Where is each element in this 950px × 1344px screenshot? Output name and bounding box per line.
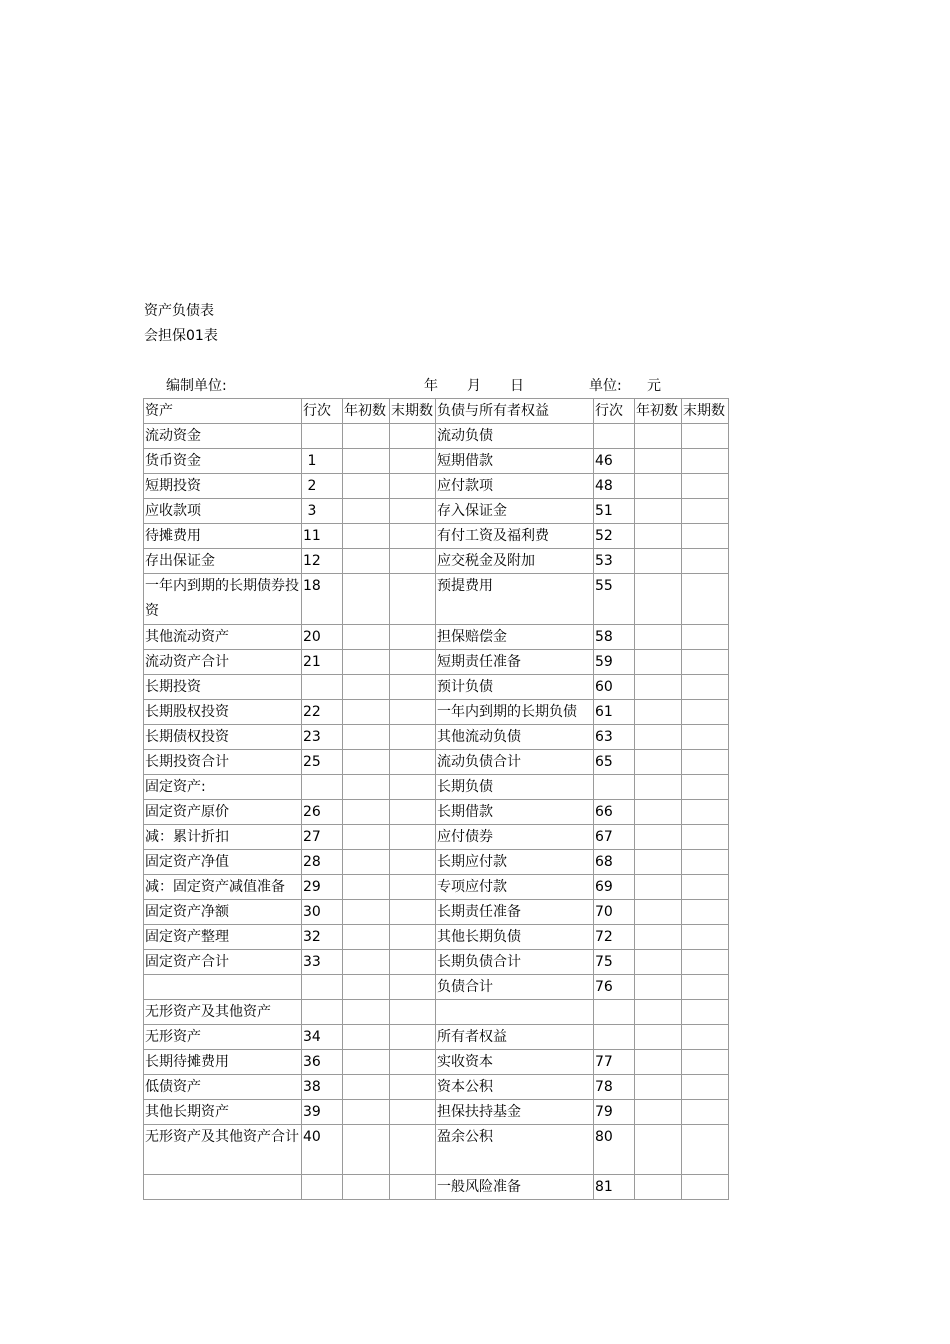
column-header-line-no: 行次 — [594, 399, 635, 424]
asset-item: 长期投资合计 — [144, 750, 302, 775]
asset-item: 长期投资 — [144, 675, 302, 700]
liability-item: 流动负债合计 — [436, 750, 594, 775]
liability-opening-value — [635, 1175, 682, 1200]
liability-item: 一般风险准备 — [436, 1175, 594, 1200]
asset-opening-value — [343, 925, 390, 950]
liability-closing-value — [682, 449, 729, 474]
table-row — [144, 1175, 729, 1200]
liability-item: 担保赔偿金 — [436, 625, 594, 650]
asset-item: 无形资产及其他资产合计 — [144, 1125, 302, 1175]
asset-line-no: 28 — [302, 850, 343, 875]
liability-closing-value — [682, 1050, 729, 1075]
liability-opening-value — [635, 875, 682, 900]
asset-closing-value — [390, 700, 436, 725]
liability-opening-value — [635, 925, 682, 950]
liability-line-no — [594, 424, 635, 449]
table-row — [144, 875, 729, 900]
liability-closing-value — [682, 775, 729, 800]
liability-closing-value — [682, 750, 729, 775]
liability-closing-value — [682, 625, 729, 650]
asset-opening-value — [343, 750, 390, 775]
liability-opening-value — [635, 650, 682, 675]
table-row — [144, 474, 729, 499]
asset-item: 固定资产: — [144, 775, 302, 800]
liability-opening-value — [635, 675, 682, 700]
asset-line-no: 12 — [302, 549, 343, 574]
asset-opening-value — [343, 625, 390, 650]
liability-item: 应付款项 — [436, 474, 594, 499]
liability-line-no: 61 — [594, 700, 635, 725]
liability-item: 长期借款 — [436, 800, 594, 825]
asset-item — [144, 975, 302, 1000]
asset-line-no — [302, 1000, 343, 1025]
liability-closing-value — [682, 675, 729, 700]
liability-item: 一年内到期的长期负债 — [436, 700, 594, 725]
asset-closing-value — [390, 1025, 436, 1050]
liability-item: 应付债券 — [436, 825, 594, 850]
asset-closing-value — [390, 1100, 436, 1125]
asset-opening-value — [343, 850, 390, 875]
liability-line-no: 58 — [594, 625, 635, 650]
table-row — [144, 775, 729, 800]
compiling-unit-label: 编制单位: — [166, 378, 227, 394]
liability-line-no: 70 — [594, 900, 635, 925]
liability-line-no: 65 — [594, 750, 635, 775]
asset-opening-value — [343, 1025, 390, 1050]
liability-opening-value — [635, 574, 682, 625]
asset-line-no: 25 — [302, 750, 343, 775]
asset-line-no: 39 — [302, 1100, 343, 1125]
asset-line-no: 23 — [302, 725, 343, 750]
liability-line-no — [594, 1000, 635, 1025]
asset-opening-value — [343, 700, 390, 725]
asset-opening-value — [343, 675, 390, 700]
asset-line-no: 40 — [302, 1125, 343, 1175]
asset-item: 固定资产净额 — [144, 900, 302, 925]
asset-closing-value — [390, 499, 436, 524]
asset-opening-value — [343, 574, 390, 625]
asset-opening-value — [343, 1175, 390, 1200]
column-header-liabilities-equity: 负债与所有者权益 — [436, 399, 594, 424]
liability-item: 预计负债 — [436, 675, 594, 700]
liability-opening-value — [635, 850, 682, 875]
column-header-line-no: 行次 — [302, 399, 343, 424]
liability-item: 预提费用 — [436, 574, 594, 625]
liability-item: 存入保证金 — [436, 499, 594, 524]
column-header-opening: 年初数 — [343, 399, 390, 424]
liability-item: 负债合计 — [436, 975, 594, 1000]
asset-opening-value — [343, 975, 390, 1000]
asset-closing-value — [390, 625, 436, 650]
table-row — [144, 700, 729, 725]
liability-item — [436, 1000, 594, 1025]
liability-opening-value — [635, 424, 682, 449]
table-row — [144, 549, 729, 574]
liability-closing-value — [682, 950, 729, 975]
liability-line-no: 67 — [594, 825, 635, 850]
asset-item: 无形资产及其他资产 — [144, 1000, 302, 1025]
liability-item: 长期责任准备 — [436, 900, 594, 925]
header-row — [144, 399, 729, 424]
page-title: 资产负债表 — [144, 303, 214, 319]
table-row — [144, 675, 729, 700]
asset-closing-value — [390, 1050, 436, 1075]
asset-item: 存出保证金 — [144, 549, 302, 574]
table-row — [144, 950, 729, 975]
asset-line-no: 3 — [302, 499, 343, 524]
liability-opening-value — [635, 900, 682, 925]
asset-opening-value — [343, 875, 390, 900]
asset-item: 低债资产 — [144, 1075, 302, 1100]
asset-opening-value — [343, 449, 390, 474]
table-row — [144, 900, 729, 925]
liability-opening-value — [635, 750, 682, 775]
liability-line-no — [594, 775, 635, 800]
form-code: 会担保01表 — [144, 328, 218, 344]
day-label: 日 — [510, 378, 524, 394]
liability-line-no: 46 — [594, 449, 635, 474]
asset-item: 其他流动资产 — [144, 625, 302, 650]
liability-line-no: 69 — [594, 875, 635, 900]
asset-opening-value — [343, 800, 390, 825]
liability-opening-value — [635, 1075, 682, 1100]
balance-sheet-body — [144, 399, 729, 1200]
asset-line-no: 2 — [302, 474, 343, 499]
liability-closing-value — [682, 975, 729, 1000]
asset-closing-value — [390, 1075, 436, 1100]
asset-closing-value — [390, 825, 436, 850]
table-row — [144, 1025, 729, 1050]
asset-item: 短期投资 — [144, 474, 302, 499]
column-header-closing: 末期数 — [682, 399, 729, 424]
column-header-opening: 年初数 — [635, 399, 682, 424]
liability-opening-value — [635, 1100, 682, 1125]
table-row — [144, 650, 729, 675]
table-row — [144, 975, 729, 1000]
liability-opening-value — [635, 499, 682, 524]
liability-closing-value — [682, 549, 729, 574]
table-row — [144, 1125, 729, 1175]
currency-unit-label: 单位: — [589, 378, 622, 394]
asset-item: 固定资产合计 — [144, 950, 302, 975]
asset-line-no: 11 — [302, 524, 343, 549]
asset-closing-value — [390, 574, 436, 625]
year-label: 年 — [424, 378, 438, 394]
asset-opening-value — [343, 1000, 390, 1025]
table-row — [144, 1050, 729, 1075]
column-header-assets: 资产 — [144, 399, 302, 424]
liability-opening-value — [635, 825, 682, 850]
asset-line-no: 33 — [302, 950, 343, 975]
liability-item: 担保扶持基金 — [436, 1100, 594, 1125]
liability-item: 长期负债 — [436, 775, 594, 800]
asset-closing-value — [390, 725, 436, 750]
table-row — [144, 825, 729, 850]
asset-opening-value — [343, 1075, 390, 1100]
liability-line-no: 53 — [594, 549, 635, 574]
asset-closing-value — [390, 424, 436, 449]
liability-item: 长期应付款 — [436, 850, 594, 875]
asset-item: 流动资金 — [144, 424, 302, 449]
asset-item — [144, 1175, 302, 1200]
liability-line-no: 78 — [594, 1075, 635, 1100]
table-row — [144, 449, 729, 474]
liability-closing-value — [682, 850, 729, 875]
liability-opening-value — [635, 950, 682, 975]
asset-line-no: 34 — [302, 1025, 343, 1050]
asset-item: 固定资产净值 — [144, 850, 302, 875]
liability-closing-value — [682, 800, 729, 825]
liability-line-no: 51 — [594, 499, 635, 524]
liability-item: 有付工资及福利费 — [436, 524, 594, 549]
liability-line-no — [594, 1025, 635, 1050]
liability-opening-value — [635, 474, 682, 499]
asset-item: 长期待摊费用 — [144, 1050, 302, 1075]
liability-closing-value — [682, 825, 729, 850]
table-row — [144, 424, 729, 449]
asset-item: 货币资金 — [144, 449, 302, 474]
liability-item: 实收资本 — [436, 1050, 594, 1075]
liability-opening-value — [635, 700, 682, 725]
liability-item: 流动负债 — [436, 424, 594, 449]
asset-line-no: 30 — [302, 900, 343, 925]
liability-item: 所有者权益 — [436, 1025, 594, 1050]
liability-opening-value — [635, 1000, 682, 1025]
liability-line-no: 63 — [594, 725, 635, 750]
asset-line-no — [302, 775, 343, 800]
asset-closing-value — [390, 1125, 436, 1175]
liability-line-no: 48 — [594, 474, 635, 499]
liability-opening-value — [635, 1025, 682, 1050]
asset-line-no: 29 — [302, 875, 343, 900]
asset-item: 一年内到期的长期债券投资 — [144, 574, 302, 625]
liability-opening-value — [635, 1125, 682, 1175]
liability-line-no: 52 — [594, 524, 635, 549]
asset-closing-value — [390, 900, 436, 925]
asset-line-no: 32 — [302, 925, 343, 950]
asset-item: 其他长期资产 — [144, 1100, 302, 1125]
liability-closing-value — [682, 524, 729, 549]
table-row — [144, 850, 729, 875]
asset-closing-value — [390, 675, 436, 700]
balance-sheet-table — [143, 398, 729, 1200]
asset-line-no: 27 — [302, 825, 343, 850]
asset-line-no — [302, 424, 343, 449]
asset-closing-value — [390, 850, 436, 875]
liability-opening-value — [635, 1050, 682, 1075]
asset-closing-value — [390, 549, 436, 574]
table-row — [144, 524, 729, 549]
asset-line-no: 21 — [302, 650, 343, 675]
asset-closing-value — [390, 775, 436, 800]
asset-closing-value — [390, 950, 436, 975]
liability-opening-value — [635, 725, 682, 750]
liability-item: 专项应付款 — [436, 875, 594, 900]
asset-item: 应收款项 — [144, 499, 302, 524]
liability-closing-value — [682, 424, 729, 449]
asset-line-no: 20 — [302, 625, 343, 650]
table-row — [144, 1075, 729, 1100]
asset-closing-value — [390, 449, 436, 474]
liability-item: 其他长期负债 — [436, 925, 594, 950]
liability-closing-value — [682, 1125, 729, 1175]
asset-opening-value — [343, 825, 390, 850]
liability-item: 短期借款 — [436, 449, 594, 474]
asset-line-no: 38 — [302, 1075, 343, 1100]
column-header-closing: 末期数 — [390, 399, 436, 424]
liability-closing-value — [682, 725, 729, 750]
month-label: 月 — [467, 378, 481, 394]
asset-closing-value — [390, 650, 436, 675]
asset-closing-value — [390, 875, 436, 900]
liability-line-no: 77 — [594, 1050, 635, 1075]
asset-line-no: 18 — [302, 574, 343, 625]
liability-opening-value — [635, 549, 682, 574]
liability-opening-value — [635, 975, 682, 1000]
asset-opening-value — [343, 775, 390, 800]
table-row — [144, 750, 729, 775]
liability-opening-value — [635, 625, 682, 650]
liability-opening-value — [635, 775, 682, 800]
asset-opening-value — [343, 1125, 390, 1175]
asset-line-no: 36 — [302, 1050, 343, 1075]
liability-closing-value — [682, 875, 729, 900]
asset-closing-value — [390, 474, 436, 499]
asset-closing-value — [390, 1000, 436, 1025]
asset-opening-value — [343, 424, 390, 449]
liability-closing-value — [682, 474, 729, 499]
liability-line-no: 76 — [594, 975, 635, 1000]
asset-line-no — [302, 675, 343, 700]
table-row — [144, 499, 729, 524]
asset-item: 流动资产合计 — [144, 650, 302, 675]
asset-closing-value — [390, 750, 436, 775]
asset-opening-value — [343, 950, 390, 975]
liability-item: 短期责任准备 — [436, 650, 594, 675]
asset-closing-value — [390, 925, 436, 950]
liability-line-no: 75 — [594, 950, 635, 975]
liability-closing-value — [682, 700, 729, 725]
liability-line-no: 81 — [594, 1175, 635, 1200]
liability-item: 应交税金及附加 — [436, 549, 594, 574]
asset-closing-value — [390, 524, 436, 549]
liability-line-no: 59 — [594, 650, 635, 675]
liability-line-no: 60 — [594, 675, 635, 700]
asset-item: 待摊费用 — [144, 524, 302, 549]
asset-opening-value — [343, 725, 390, 750]
asset-item: 固定资产整理 — [144, 925, 302, 950]
liability-closing-value — [682, 1075, 729, 1100]
asset-item: 固定资产原价 — [144, 800, 302, 825]
liability-line-no: 68 — [594, 850, 635, 875]
liability-opening-value — [635, 800, 682, 825]
asset-line-no: 26 — [302, 800, 343, 825]
asset-opening-value — [343, 499, 390, 524]
liability-closing-value — [682, 1025, 729, 1050]
table-row — [144, 574, 729, 625]
liability-line-no: 79 — [594, 1100, 635, 1125]
liability-line-no: 55 — [594, 574, 635, 625]
table-row — [144, 725, 729, 750]
liability-item: 盈余公积 — [436, 1125, 594, 1175]
liability-item: 资本公积 — [436, 1075, 594, 1100]
liability-closing-value — [682, 925, 729, 950]
asset-line-no — [302, 975, 343, 1000]
asset-line-no: 1 — [302, 449, 343, 474]
table-row — [144, 925, 729, 950]
liability-opening-value — [635, 449, 682, 474]
asset-item: 长期债权投资 — [144, 725, 302, 750]
liability-item: 其他流动负债 — [436, 725, 594, 750]
asset-item: 无形资产 — [144, 1025, 302, 1050]
liability-closing-value — [682, 1175, 729, 1200]
liability-line-no: 72 — [594, 925, 635, 950]
asset-closing-value — [390, 800, 436, 825]
liability-closing-value — [682, 1100, 729, 1125]
currency-value: 元 — [647, 378, 661, 394]
asset-opening-value — [343, 650, 390, 675]
liability-line-no: 66 — [594, 800, 635, 825]
asset-opening-value — [343, 900, 390, 925]
table-row — [144, 1100, 729, 1125]
asset-line-no: 22 — [302, 700, 343, 725]
asset-line-no — [302, 1175, 343, 1200]
asset-item: 长期股权投资 — [144, 700, 302, 725]
asset-closing-value — [390, 975, 436, 1000]
liability-closing-value — [682, 499, 729, 524]
liability-closing-value — [682, 574, 729, 625]
table-row — [144, 625, 729, 650]
asset-opening-value — [343, 1100, 390, 1125]
liability-closing-value — [682, 900, 729, 925]
asset-item: 减：累计折扣 — [144, 825, 302, 850]
liability-closing-value — [682, 1000, 729, 1025]
table-row — [144, 1000, 729, 1025]
asset-opening-value — [343, 524, 390, 549]
asset-opening-value — [343, 474, 390, 499]
table-row — [144, 800, 729, 825]
asset-opening-value — [343, 549, 390, 574]
asset-item: 减：固定资产减值准备 — [144, 875, 302, 900]
liability-item: 长期负债合计 — [436, 950, 594, 975]
asset-opening-value — [343, 1050, 390, 1075]
liability-opening-value — [635, 524, 682, 549]
liability-closing-value — [682, 650, 729, 675]
asset-closing-value — [390, 1175, 436, 1200]
liability-line-no: 80 — [594, 1125, 635, 1175]
